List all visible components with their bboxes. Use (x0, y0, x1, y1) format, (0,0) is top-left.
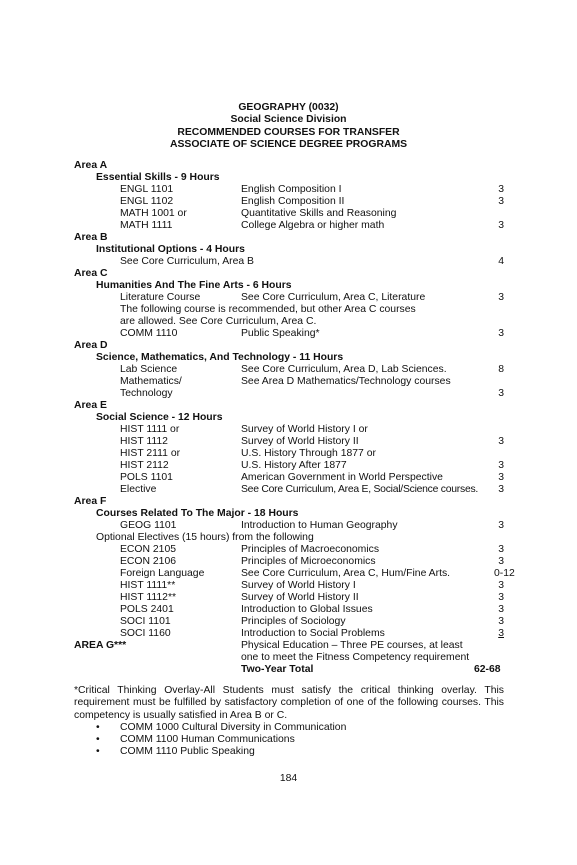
critical-thinking-footnote: *Critical Thinking Overlay-All Students must satisfy the critical thinking overlay. This requirement must be fulfilled by satisfactory completion of one of the following courses. This competency is usually satisfied in Area B or C. (74, 685, 504, 721)
area-g-title: AREA G*** (74, 640, 127, 651)
bullet-symbol: • (96, 722, 100, 733)
course-row: HIST 1111** Survey of World History I 3 (120, 580, 504, 591)
course-row: HIST 1112** Survey of World History II 3 (120, 592, 504, 603)
bullet-item: • COMM 1110 Public Speaking (96, 746, 255, 757)
course-row: ENGL 1102 English Composition II 3 (120, 196, 504, 207)
course-row: POLS 2401 Introduction to Global Issues 3 (120, 604, 504, 615)
area-b-subtitle: Institutional Options - 4 Hours (96, 244, 245, 255)
area-a-title: Area A (74, 160, 108, 171)
area-f-subtitle: Courses Related To The Major - 18 Hours (96, 508, 299, 519)
area-b-title: Area B (74, 232, 108, 243)
recommendation-note: are allowed. See Core Curriculum, Area C. (120, 316, 317, 327)
course-row: SOCI 1101 Principles of Sociology 3 (120, 616, 504, 627)
course-row: HIST 1111 or Survey of World History I or (120, 424, 368, 435)
course-row: ECON 2105 Principles of Macroeconomics 3 (120, 544, 504, 555)
course-row: Foreign Language See Core Curriculum, Area C, Hum/Fine Arts. 0-12 (120, 568, 515, 579)
course-row: POLS 1101 American Government in World Perspective 3 (120, 472, 504, 483)
document-header (0, 102, 577, 151)
course-row: HIST 2112 U.S. History After 1877 3 (120, 460, 504, 471)
total-label: Two-Year Total (241, 664, 314, 675)
course-row: GEOG 1101 Introduction to Human Geography 3 (120, 520, 504, 531)
course-row: HIST 1112 Survey of World History II 3 (120, 436, 504, 447)
area-c-title: Area C (74, 268, 108, 279)
area-g-row: AREA G*** Physical Education – Three PE courses, at least (74, 640, 463, 651)
course-row: HIST 2111 or U.S. History Through 1877 or (120, 448, 376, 459)
division-name: Social Science Division (230, 114, 347, 126)
course-row: ENGL 1101 English Composition I 3 (120, 184, 504, 195)
two-year-total-row (0, 664, 577, 676)
optional-electives-heading: Optional Electives (15 hours) from the following (96, 532, 314, 543)
course-row: Lab Science See Core Curriculum, Area D, Lab Sciences. 8 (120, 364, 504, 375)
area-f-title: Area F (74, 496, 107, 507)
course-row: Technology 3 (120, 388, 504, 399)
recommended-courses-heading: RECOMMENDED COURSES FOR TRANSFER (177, 126, 400, 138)
course-row: SOCI 1160 Introduction to Social Problems 3 (120, 628, 504, 639)
bullet-symbol: • (96, 746, 100, 757)
area-a-subtitle: Essential Skills - 9 Hours (96, 172, 220, 183)
area-d-subtitle: Science, Mathematics, And Technology - 11 Hours (96, 352, 344, 363)
degree-programs-heading: ASSOCIATE OF SCIENCE DEGREE PROGRAMS (169, 138, 408, 150)
course-row: Literature Course See Core Curriculum, Area C, Literature 3 (120, 292, 504, 303)
recommendation-note: The following course is recommended, but other Area C courses (120, 304, 416, 315)
area-e-title: Area E (74, 400, 107, 411)
course-row: MATH 1001 or Quantitative Skills and Reasoning (120, 208, 397, 219)
course-row: COMM 1110 Public Speaking* 3 (120, 328, 504, 339)
course-row: MATH 1111 College Algebra or higher math 3 (120, 220, 504, 231)
course-row: See Core Curriculum, Area B 4 (120, 256, 504, 267)
page-number: 184 (279, 773, 298, 784)
area-d-title: Area D (74, 340, 108, 351)
bullet-item: • COMM 1100 Human Communications (96, 734, 295, 745)
area-g-row: one to meet the Fitness Competency requirement (241, 652, 470, 663)
course-row: Mathematics/ See Area D Mathematics/Technology courses (120, 376, 451, 387)
course-row: Elective See Core Curriculum, Area E, Social/Science courses. 3 (120, 484, 504, 495)
area-e-subtitle: Social Science - 12 Hours (96, 412, 223, 423)
program-title: GEOGRAPHY (0032) (238, 102, 339, 113)
area-c-subtitle: Humanities And The Fine Arts - 6 Hours (96, 280, 292, 291)
bullet-item: • COMM 1000 Cultural Diversity in Communication (96, 722, 347, 733)
total-hours: 62-68 (474, 664, 501, 675)
course-row: ECON 2106 Principles of Microeconomics 3 (120, 556, 504, 567)
bullet-symbol: • (96, 734, 100, 745)
